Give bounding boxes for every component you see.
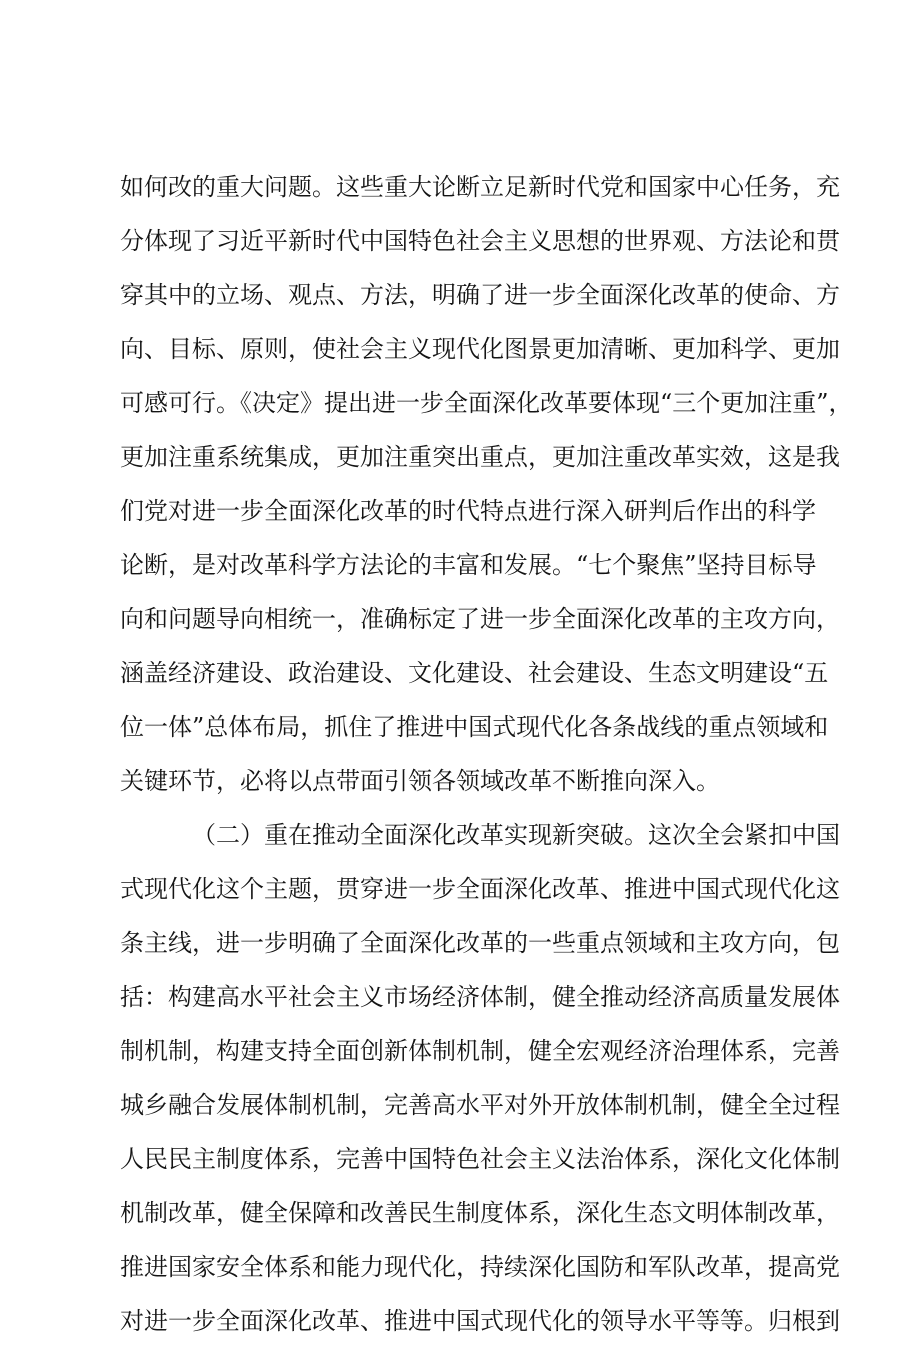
paragraph-line: 可感可行。《决定》提出进一步全面深化改革要体现“三个更加注重”， xyxy=(120,389,853,417)
paragraph-line: 括：构建高水平社会主义市场经济体制，健全推动经济高质量发展体 xyxy=(120,983,840,1011)
paragraph-line: 位一体”总体布局，抓住了推进中国式现代化各条战线的重点领域和 xyxy=(120,713,829,741)
paragraph-line: 式现代化这个主题，贯穿进一步全面深化改革、推进中国式现代化这 xyxy=(120,875,840,903)
paragraph-line: 机制改革，健全保障和改善民生制度体系，深化生态文明体制改革， xyxy=(120,1199,840,1227)
paragraph-line: 向、目标、原则，使社会主义现代化图景更加清晰、更加科学、更加 xyxy=(120,335,840,363)
paragraph-line: 论断，是对改革科学方法论的丰富和发展。“七个聚焦”坚持目标导 xyxy=(120,551,817,579)
paragraph-line: 制机制，构建支持全面创新体制机制，健全宏观经济治理体系，完善 xyxy=(120,1037,840,1065)
paragraph-line: 条主线，进一步明确了全面深化改革的一些重点领域和主攻方向，包 xyxy=(120,929,840,957)
paragraph-line: 关键环节，必将以点带面引领各领域改革不断推向深入。 xyxy=(120,767,720,795)
body-text xyxy=(120,160,853,1348)
paragraph-line: 如何改的重大问题。这些重大论断立足新时代党和国家中心任务，充 xyxy=(120,173,840,201)
paragraph-line: 对进一步全面深化改革、推进中国式现代化的领导水平等等。归根到 xyxy=(120,1307,840,1335)
section-heading-line: （二）重在推动全面深化改革实现新突破。这次全会紧扣中国 xyxy=(192,821,840,849)
paragraph-line: 向和问题导向相统一，准确标定了进一步全面深化改革的主攻方向， xyxy=(120,605,840,633)
paragraph-line: 分体现了习近平新时代中国特色社会主义思想的世界观、方法论和贯 xyxy=(120,227,840,255)
paragraph-line: 更加注重系统集成，更加注重突出重点，更加注重改革实效，这是我 xyxy=(120,443,840,471)
paragraph-line: 城乡融合发展体制机制，完善高水平对外开放体制机制，健全全过程 xyxy=(120,1091,840,1119)
paragraph-line: 人民民主制度体系，完善中国特色社会主义法治体系，深化文化体制 xyxy=(120,1145,840,1173)
paragraph-line: 推进国家安全体系和能力现代化，持续深化国防和军队改革，提高党 xyxy=(120,1253,840,1281)
paragraph-line: 们党对进一步全面深化改革的时代特点进行深入研判后作出的科学 xyxy=(120,497,816,525)
paragraph-line: 涵盖经济建设、政治建设、文化建设、社会建设、生态文明建设“五 xyxy=(120,659,829,687)
paragraph-line: 穿其中的立场、观点、方法，明确了进一步全面深化改革的使命、方 xyxy=(120,281,840,309)
